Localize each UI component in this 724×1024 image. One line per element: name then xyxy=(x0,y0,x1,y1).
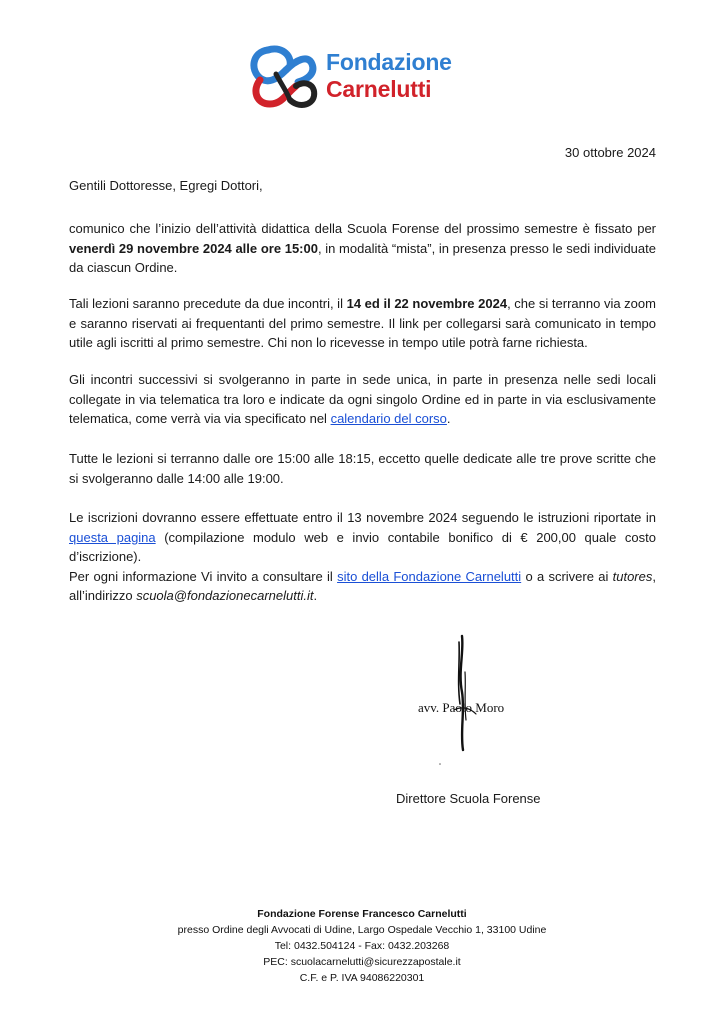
text: Per ogni informazione Vi invito a consultare il xyxy=(69,568,338,584)
text: , all’indirizzo xyxy=(69,568,656,603)
bold-dates: 14 ed il 22 novembre 2024 xyxy=(346,296,508,311)
logo-word-fondazione: Fondazione xyxy=(326,49,452,75)
letter-date: 30 ottobre 2024 xyxy=(564,145,656,160)
logo-knot-icon xyxy=(246,40,322,112)
logo-word-carnelutti: Carnelutti xyxy=(326,76,432,102)
foundation-site-link[interactable]: sito della Fondazione Carnelutti xyxy=(337,568,522,584)
italic-email: scuola@fondazionecarnelutti.it xyxy=(136,588,314,603)
signatory-name: avv. Paolo Moro xyxy=(418,700,505,715)
text: , che si terranno via zoom e saranno riservati ai frequentanti del primo semestre. Il link per collegarsi sarà comunicato in tempo utile agli iscritti al primo semestre. Chi non lo ricevesse in tempo utile potrà farne richiesta. xyxy=(69,296,656,350)
footer-tax-id: C.F. e P. IVA 94086220301 xyxy=(299,972,425,984)
greeting: Gentili Dottoresse, Egregi Dottori, xyxy=(69,178,263,193)
paragraph-course-start xyxy=(69,219,656,278)
footer-org-name: Fondazione Forense Francesco Carnelutti xyxy=(257,908,467,920)
text: . xyxy=(313,588,318,603)
footer-pec: PEC: scuolacarnelutti@sicurezzapostale.it xyxy=(263,956,461,968)
text: comunico che l’inizio dell’attività didattica della Scuola Forense del prossimo semestre è fissato per xyxy=(69,221,656,236)
text: Gli incontri successivi si svolgeranno in parte in sede unica, in parte in presenza nelle sedi locali collegate in via telematica tra loro e indicate da ogni singolo Ordine ed in parte in via esclusivamente telematica, come verrà via via specificato nel xyxy=(69,372,656,426)
text: o a scrivere ai xyxy=(521,568,613,584)
italic-tutores: tutores xyxy=(612,568,653,584)
course-calendar-link[interactable]: calendario del corso xyxy=(330,411,447,426)
foundation-logo xyxy=(246,40,486,112)
text: Le iscrizioni dovranno essere effettuate entro il 13 novembre 2024 seguendo le istruzioni riportate in xyxy=(69,510,656,525)
footer-address: presso Ordine degli Avvocati di Udine, Largo Ospedale Vecchio 1, 33100 Udine xyxy=(177,924,547,936)
paragraph-enrollment xyxy=(69,508,656,606)
text: , in modalità “mista”, in presenza presso le sedi individuate da ciascun Ordine. xyxy=(69,240,656,275)
footer xyxy=(0,906,724,986)
text: . xyxy=(446,411,451,426)
enrollment-page-link[interactable]: questa pagina xyxy=(69,529,156,545)
text: (compilazione modulo web e invio contabile bonifico di € 200,00 quale costo d’iscrizione). xyxy=(69,529,656,564)
signatory-role: Direttore Scuola Forense xyxy=(396,791,541,806)
paragraph-preliminary-meetings xyxy=(69,294,656,353)
footer-phone: Tel: 0432.504124 - Fax: 0432.203268 xyxy=(274,940,450,952)
text: Tali lezioni saranno precedute da due incontri, il xyxy=(69,296,347,311)
paragraph-following-meetings xyxy=(69,370,656,429)
paragraph-lesson-hours: Tutte le lezioni si terranno dalle ore 15:00 alle 18:15, eccetto quelle dedicate alle tre prove scritte che si svolgeranno dalle 14:00 alle 19:00. xyxy=(69,451,656,486)
bold-date: venerdì 29 novembre 2024 alle ore 15:00 xyxy=(69,240,318,256)
